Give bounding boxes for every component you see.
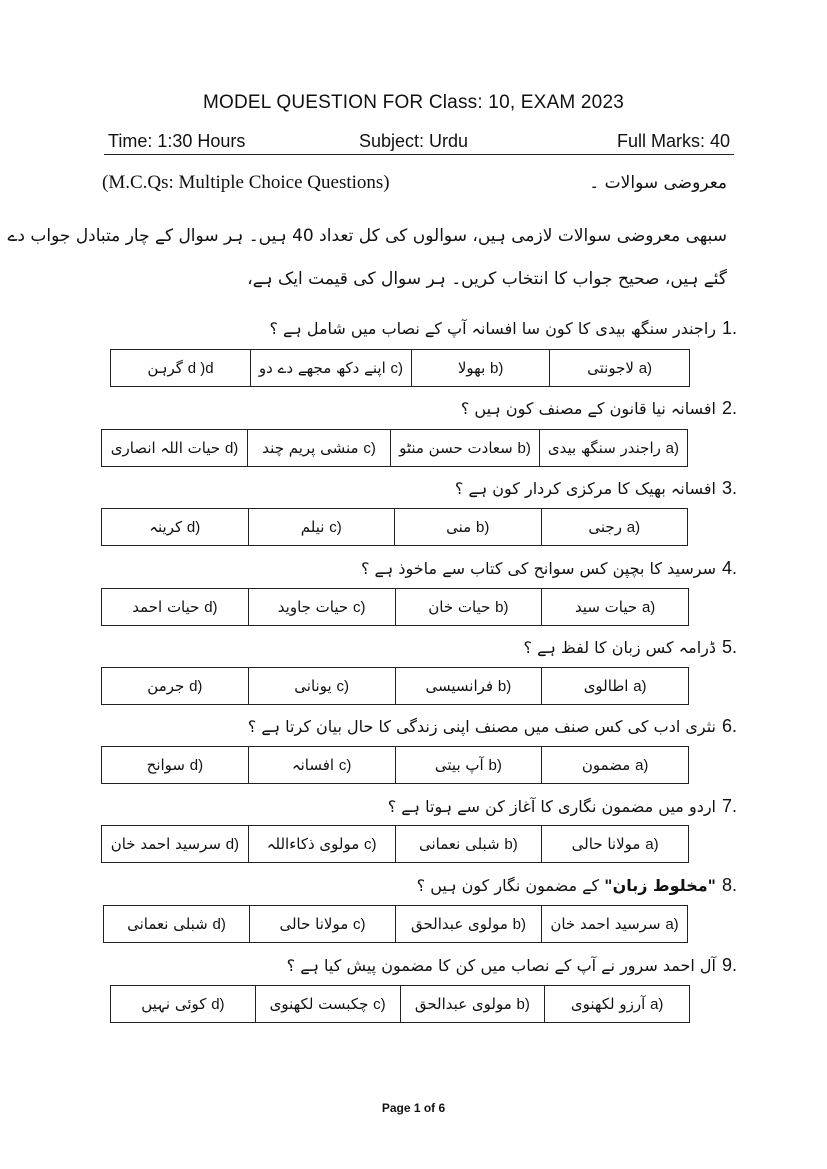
options-table-2	[101, 429, 688, 467]
option-text: حیات اللہ انصاری	[110, 439, 221, 457]
option-text: مولانا حالی	[571, 835, 641, 853]
option-letter: a)	[626, 519, 641, 536]
option-letter: b)	[512, 916, 527, 933]
question-1	[269, 318, 737, 339]
option-letter: a)	[641, 599, 656, 616]
option-a[interactable]	[539, 430, 687, 467]
section-title-english: (M.C.Qs: Multiple Choice Questions)	[102, 172, 390, 193]
question-number: 7.	[721, 796, 737, 816]
question-number: 5.	[721, 637, 737, 657]
question-text: آل احمد سرور نے آپ کے نصاب میں کن کا مضمون پیش کیا ہے ؟	[286, 956, 716, 975]
option-letter: c)	[338, 757, 352, 774]
option-c[interactable]	[248, 430, 391, 467]
option-letter: d)	[211, 996, 225, 1013]
exam-title: MODEL QUESTION FOR Class: 10, EXAM 2023	[203, 92, 624, 113]
option-letter: d)	[186, 519, 201, 536]
option-b[interactable]	[395, 826, 542, 863]
option-d[interactable]	[102, 430, 248, 467]
question-text: افسانہ بھیک کا مرکزی کردار کون ہے ؟	[454, 479, 716, 498]
option-b[interactable]	[395, 589, 542, 626]
question-4	[361, 558, 737, 579]
question-text: اردو میں مضمون نگاری کا آغاز کن سے ہوتا ہے ؟	[387, 797, 716, 816]
option-text: افسانہ	[291, 756, 335, 774]
option-letter: a)	[645, 836, 659, 853]
option-b[interactable]	[395, 668, 542, 705]
option-letter: d)	[189, 757, 204, 774]
option-a[interactable]	[542, 668, 689, 705]
option-d[interactable]	[102, 668, 249, 705]
option-d[interactable]	[102, 747, 249, 784]
option-a[interactable]	[542, 589, 689, 626]
exam-subject: Subject: Urdu	[359, 131, 469, 151]
option-letter: a)	[633, 678, 647, 695]
option-c[interactable]	[250, 350, 411, 387]
options-table-6	[101, 746, 689, 784]
option-letter: c)	[329, 519, 342, 536]
option-letter: b)	[488, 757, 502, 774]
option-text: جرمن	[147, 677, 185, 695]
option-b[interactable]	[400, 986, 545, 1023]
page-number: Page 1 of 6	[381, 1101, 446, 1115]
option-text: حیات جاوید	[277, 598, 349, 616]
option-text: رجنی	[588, 518, 622, 536]
option-text: بھولا	[457, 359, 486, 377]
option-d[interactable]	[102, 589, 249, 626]
question-number: 9.	[721, 955, 737, 975]
option-text: شبلی نعمانی	[418, 835, 500, 853]
option-text: منی	[446, 518, 472, 536]
option-letter: c)	[364, 836, 377, 853]
option-text: مولوی عبدالحق	[410, 915, 508, 933]
question-text: افسانہ نیا قانون کے مصنف کون ہیں ؟	[460, 399, 716, 418]
option-letter: c)	[373, 996, 386, 1013]
option-text: فرانسیسی	[425, 677, 494, 695]
option-a[interactable]	[542, 826, 689, 863]
option-text: حیات سید	[574, 598, 638, 616]
option-text: آپ بیتی	[434, 756, 484, 774]
option-c[interactable]	[248, 509, 395, 546]
option-d[interactable]	[111, 986, 256, 1023]
option-text: شبلی نعمانی	[127, 915, 208, 933]
option-letter: b)	[490, 360, 504, 377]
question-8	[417, 875, 737, 896]
option-letter: b)	[516, 996, 530, 1013]
option-a[interactable]	[541, 509, 688, 546]
question-number: 8.	[721, 875, 737, 895]
option-letter: c)	[353, 916, 366, 933]
option-text: کوئی نہیں	[141, 995, 207, 1013]
question-number: 6.	[721, 716, 737, 736]
instructions-line-2: گئے ہیں، صحیح جواب کا انتخاب کریں۔ ہر سوال کی قیمت ایک ہے،	[247, 269, 727, 289]
option-b[interactable]	[412, 350, 550, 387]
options-table-3	[101, 508, 688, 546]
option-letter: d)	[189, 678, 203, 695]
option-b[interactable]	[395, 509, 542, 546]
option-b[interactable]	[396, 906, 542, 943]
question-9	[287, 955, 737, 976]
option-text: منشی پریم چند	[262, 439, 359, 457]
option-text: یونانی	[294, 677, 332, 695]
option-text: مولوی عبدالحق	[414, 995, 512, 1013]
option-letter: d)	[225, 836, 240, 853]
option-letter: c)	[363, 440, 376, 457]
option-text: سوانح	[146, 756, 185, 774]
option-text: حیات احمد	[132, 598, 200, 616]
question-number: 4.	[721, 558, 737, 578]
option-a[interactable]	[550, 350, 690, 387]
option-letter: a)	[650, 996, 664, 1013]
question-text: راجندر سنگھ بیدی کا کون سا افسانہ آپ کے نصاب میں شامل ہے ؟	[269, 319, 716, 338]
option-text: گرہن	[147, 359, 183, 377]
option-letter: d)	[204, 599, 218, 616]
question-5	[524, 637, 737, 658]
question-text: کے مضمون نگار کون ہیں ؟	[416, 876, 600, 895]
option-d[interactable]	[102, 826, 249, 863]
section-title-urdu: معروضی سوالات ۔	[589, 173, 727, 193]
option-letter: c)	[352, 599, 366, 616]
question-text: سرسید کا بچپن کس سوانح کی کتاب سے ماخوذ ہے ؟	[360, 559, 716, 578]
option-c[interactable]	[255, 986, 400, 1023]
options-table-8	[103, 905, 688, 943]
option-letter: a)	[638, 360, 653, 377]
option-text: راجندر سنگھ بیدی	[547, 439, 661, 457]
option-text: مضمون	[581, 756, 631, 774]
question-6	[248, 716, 737, 737]
option-text: مولوی ذکاءاللہ	[266, 835, 360, 853]
option-letter: a)	[665, 916, 679, 933]
option-d[interactable]	[104, 906, 250, 943]
option-text: اطالوی	[583, 677, 629, 695]
exam-meta-row	[104, 131, 734, 155]
question-number: 3.	[721, 478, 737, 498]
options-table-1	[110, 349, 690, 387]
option-letter: a)	[635, 757, 649, 774]
question-bold-text: "مخلوط زبان"	[604, 876, 716, 895]
option-text: چکبست لکھنوی	[269, 995, 369, 1013]
option-letter: c)	[390, 360, 404, 377]
exam-time: Time: 1:30 Hours	[108, 131, 246, 151]
option-a[interactable]	[542, 906, 688, 943]
option-b[interactable]	[395, 747, 542, 784]
question-number: 1.	[721, 318, 737, 338]
option-text: سعادت حسن منٹو	[399, 439, 513, 457]
options-table-7	[101, 825, 689, 863]
options-table-9	[110, 985, 690, 1023]
option-letter: b)	[504, 836, 518, 853]
option-text: لاجونتی	[587, 359, 634, 377]
option-d[interactable]	[111, 350, 251, 387]
question-2	[461, 398, 737, 419]
option-letter: b)	[476, 519, 490, 536]
option-c[interactable]	[248, 668, 395, 705]
option-a[interactable]	[542, 747, 689, 784]
option-letter: b)	[495, 599, 509, 616]
instructions-line-1: سبھی معروضی سوالات لازمی ہیں، سوالوں کی کل تعداد 40 ہیں۔ ہر سوال کے چار متبادل جواب دے	[7, 226, 727, 246]
question-text: ڈرامہ کس زبان کا لفظ ہے ؟	[523, 638, 716, 657]
option-letter: a)	[665, 440, 679, 457]
question-number: 2.	[721, 398, 737, 418]
option-letter: d)	[224, 440, 239, 457]
question-7	[388, 796, 737, 817]
option-text: حیات خان	[428, 598, 491, 616]
option-text: سرسید احمد خان	[110, 835, 221, 853]
option-text: مولانا حالی	[279, 915, 349, 933]
option-letter: d )d	[187, 360, 214, 377]
option-d[interactable]	[102, 509, 249, 546]
option-text: سرسید احمد خان	[550, 915, 661, 933]
options-table-4	[101, 588, 689, 626]
option-c[interactable]	[248, 747, 395, 784]
option-text: کرینہ	[149, 518, 183, 536]
option-letter: d)	[212, 916, 226, 933]
option-a[interactable]	[545, 986, 690, 1023]
option-c[interactable]	[248, 589, 395, 626]
option-c[interactable]	[250, 906, 396, 943]
option-text: آرزو لکھنوی	[570, 995, 646, 1013]
option-letter: b)	[517, 440, 531, 457]
question-3	[455, 478, 737, 499]
exam-full-marks: Full Marks: 40	[616, 131, 730, 151]
option-b[interactable]	[391, 430, 540, 467]
option-letter: c)	[336, 678, 349, 695]
options-table-5	[101, 667, 689, 705]
option-c[interactable]	[248, 826, 395, 863]
option-text: نیلم	[300, 518, 325, 536]
option-letter: b)	[497, 678, 512, 695]
question-text: نثری ادب کی کس صنف میں مصنف اپنی زندگی کا حال بیان کرتا ہے ؟	[247, 717, 716, 736]
option-text: اپنے دکھ مجھے دے دو	[258, 359, 386, 377]
